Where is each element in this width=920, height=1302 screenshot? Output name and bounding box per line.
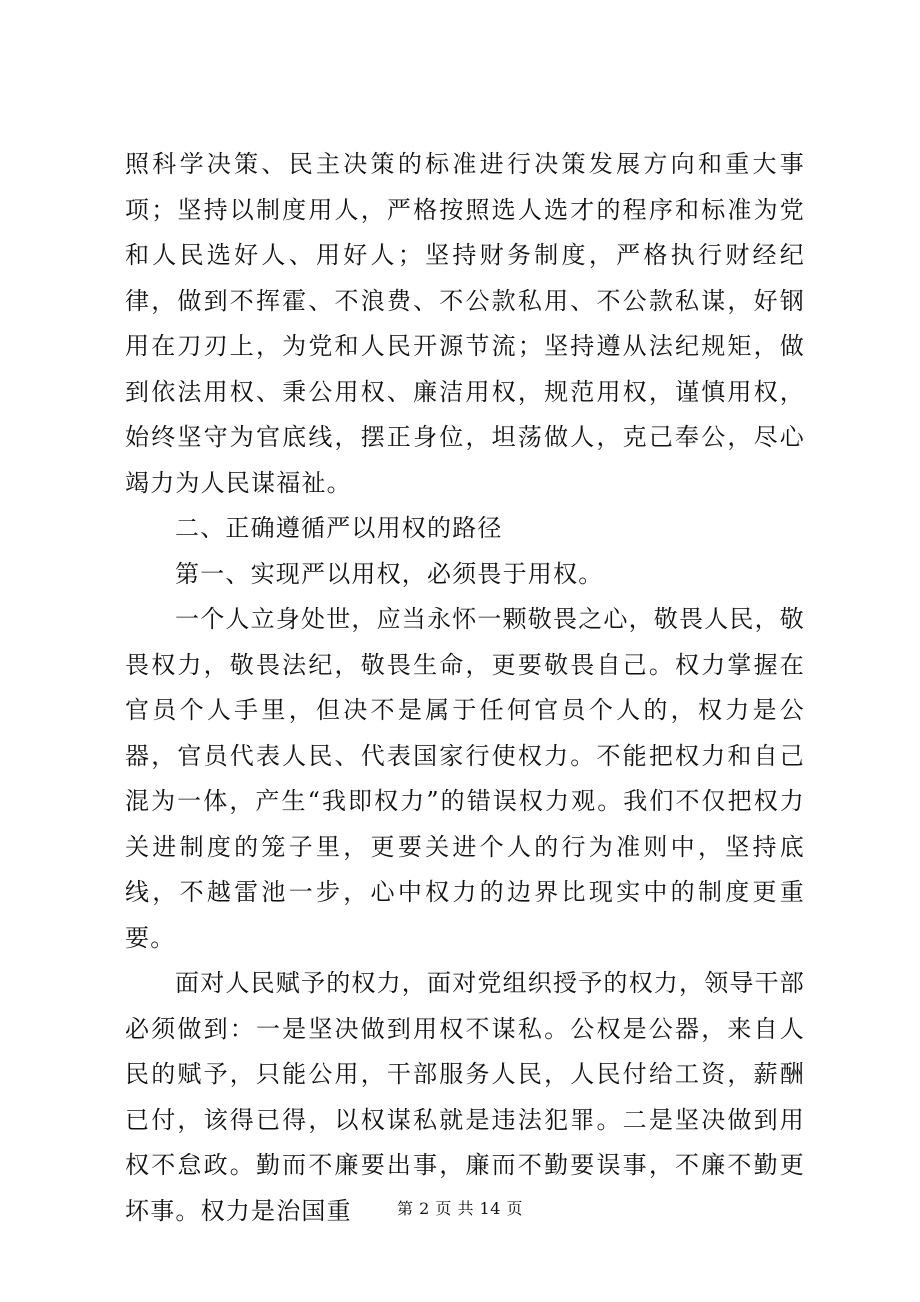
section-heading: 二、正确遵循严以用权的路径	[175, 514, 503, 542]
paragraph-continuation: 照科学决策、民主决策的标准进行决策发展方向和重大事项；坚持以制度用人，严格按照选人选才的程序和标准为党和人民选好人、用好人；坚持财务制度，严格执行财经纪律，做到不挥霍、不浪费、不公款私用、不公款私谋，好钢用在刀刃上，为党和人民开源节流；坚持遵从法纪规矩，做到依法用权、秉公用权、廉洁用权，规范用权，谨慎用权，始终坚守为官底线，摆正身位，坦荡做人，克己奉公，尽心竭力为人民谋福祉。	[125, 150, 805, 497]
paragraph-awe: 一个人立身处世，应当永怀一颗敬畏之心，敬畏人民，敬畏权力，敬畏法纪，敬畏生命，更要敬畏自己。权力掌握在官员个人手里，但决不是属于任何官员个人的，权力是公器，官员代表人民、代表国家行使权力。不能把权力和自己混为一体，产生“我即权力”的错误权力观。我们不仅把权力关进制度的笼子里，更要关进个人的行为准则中，坚持底线，不越雷池一步，心中权力的边界比现实中的制度更重要。	[125, 605, 805, 952]
document-body	[125, 142, 805, 1234]
paragraph-duty: 面对人民赋予的权力，面对党组织授予的权力，领导干部必须做到：一是坚决做到用权不谋私。公权是公器，来自人民的赋予，只能公用，干部服务人民，人民付给工资，薪酬已付，该得已得，以权谋私就是违法犯罪。二是坚决做到用权不怠政。勤而不廉要出事，廉而不勤要误事，不廉不勤更坏事。权力是治国重	[125, 969, 805, 1225]
sub-heading: 第一、实现严以用权，必须畏于用权。	[175, 559, 604, 588]
page-footer: 第 2 页 共 14 页	[397, 1199, 523, 1218]
